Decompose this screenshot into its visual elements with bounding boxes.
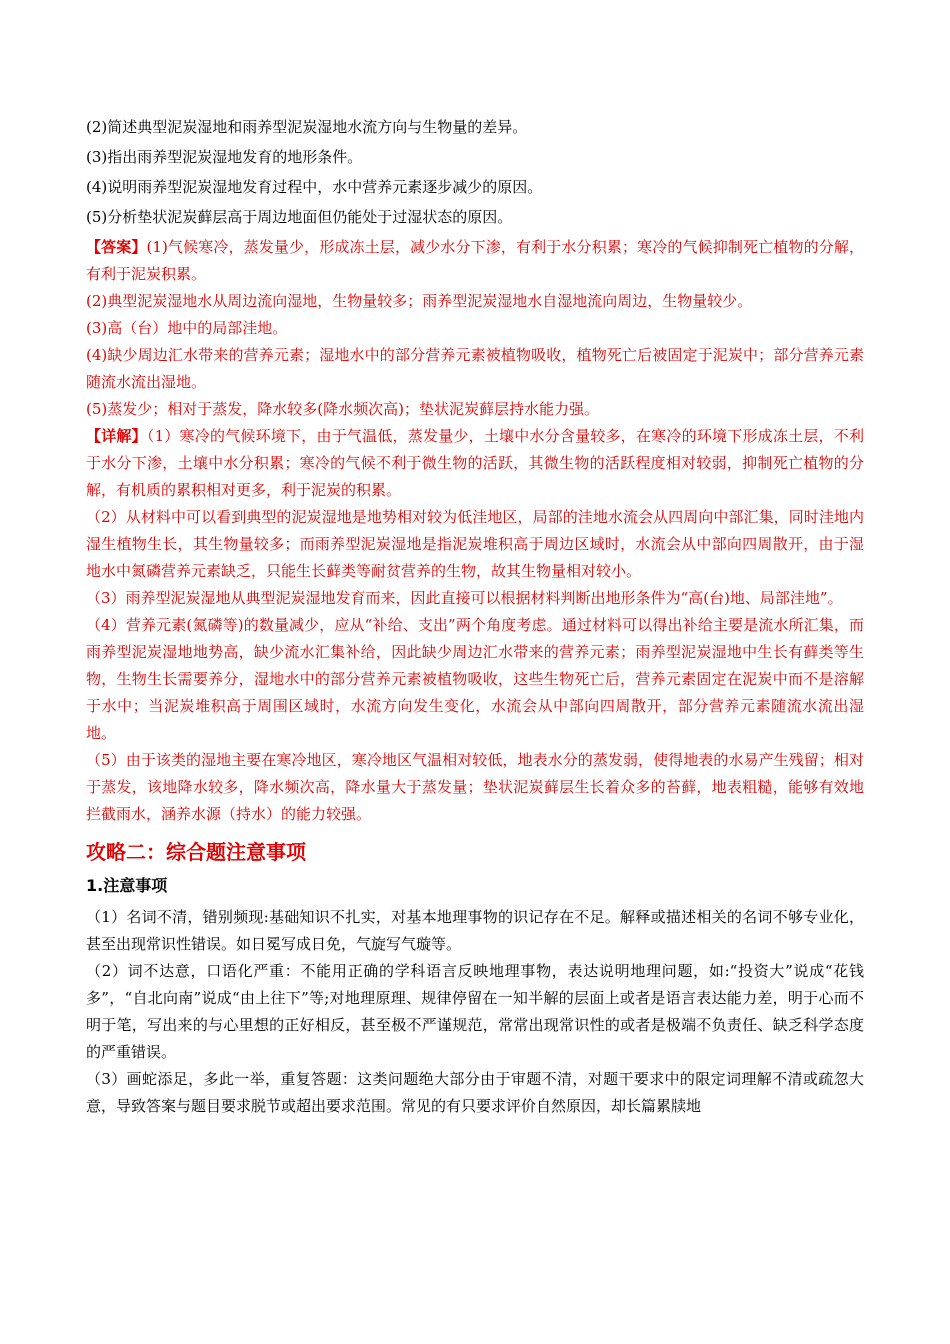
note-item-3: （3）画蛇添足，多此一举，重复答题：这类问题绝大部分由于审题不清，对题干要求中的限定词理解不清或疏忽大意，导致答案与题目要求脱节或超出要求范围。常见的有只要求评价自然原因，却长篇累牍地 xyxy=(86,1070,864,1115)
detail-item-2: （2）从材料中可以看到典型的泥炭湿地是地势相对较为低洼地区，局部的洼地水流会从四周向中部汇集，同时洼地内湿生植物生长，其生物量较多；而雨养型泥炭湿地是指泥炭堆积高于周边区域时，水流会从中部向四周散开，由于湿地水中氮磷营养元素缺乏，只能生长藓类等耐贫营养的生物，故其生物量相对较小。 xyxy=(86,508,864,580)
detail-label: 【详解】 xyxy=(86,427,147,445)
answer-label: 【答案】 xyxy=(86,238,147,256)
detail-item-5: （5）由于该类的湿地主要在寒冷地区，寒冷地区气温相对较低，地表水分的蒸发弱，使得地表的水易产生残留；相对于蒸发，该地降水较多，降水频次高，降水量大于蒸发量；垫状泥炭藓层生长着众多的苔藓，地表粗糙，能够有效地拦截雨水，涵养水源（持水）的能力较强。 xyxy=(86,751,864,823)
answer-item-2: (2)典型泥炭湿地水从周边流向湿地，生物量较多；雨养型泥炭湿地水自湿地流向周边，生物量较少。 xyxy=(86,292,753,310)
section-subheading: 1.注意事项 xyxy=(86,876,168,895)
document-page xyxy=(86,114,864,1120)
answer-item-5: (5)蒸发少；相对于蒸发，降水较多(降水频次高)；垫状泥炭藓层持水能力强。 xyxy=(86,400,599,418)
detail-item-4: （4）营养元素(氮磷等)的数量减少，应从“补给、支出”两个角度考虑。通过材料可以得出补给主要是流水所汇集，而雨养型泥炭湿地地势高，缺少流水汇集补给，因此缺少周边汇水带来的营养元素；雨养型泥炭湿地中生长有藓类等生物，生物生长需要养分，湿地水中的部分营养元素被植物吸收，这些生物死亡后，营养元素固定在泥炭中而不是溶解于水中；当泥炭堆积高于周围区域时，水流方向发生变化，水流会从中部向四周散开，部分营养元素随流水流出湿地。 xyxy=(86,616,864,742)
answer-item-4: (4)缺少周边汇水带来的营养元素；湿地水中的部分营养元素被植物吸收，植物死亡后被固定于泥炭中；部分营养元素随流水流出湿地。 xyxy=(86,346,864,391)
question-4: (4)说明雨养型泥炭湿地发育过程中，水中营养元素逐步减少的原因。 xyxy=(86,178,543,196)
note-item-1: （1）名词不清，错别频现:基础知识不扎实，对基本地理事物的识记存在不足。解释或描述相关的名词不够专业化，甚至出现常识性错误。如日冕写成日免，气旋写气璇等。 xyxy=(86,908,864,953)
detail-text-1: （1）寒冷的气候环境下，由于气温低，蒸发量少，土壤中水分含量较多，在寒冷的环境下形成冻土层，不利于水分下渗，土壤中水分积累；寒冷的气候不利于微生物的活跃，其微生物的活跃程度相对较弱，抑制死亡植物的分解，有机质的累积相对更多，利于泥炭的积累。 xyxy=(86,427,864,499)
answer-item-1 xyxy=(86,234,864,288)
detail-item-3: （3）雨养型泥炭湿地从典型泥炭湿地发育而来，因此直接可以根据材料判断出地形条件为“高(台)地、局部洼地”。 xyxy=(86,589,843,607)
detail-item-1 xyxy=(86,423,864,504)
question-2: (2)简述典型泥炭湿地和雨养型泥炭湿地水流方向与生物量的差异。 xyxy=(86,118,528,136)
answer-item-3: (3)高（台）地中的局部洼地。 xyxy=(86,319,288,337)
note-item-2: （2）词不达意，口语化严重：不能用正确的学科语言反映地理事物，表达说明地理问题，如:“投资大”说成“花钱多”，“自北向南”说成“由上往下”等;对地理原理、规律停留在一知半解的层面上或者是语言表达能力差，明于心而不明于笔，写出来的与心里想的正好相反，甚至极不严谨规范，常常出现常识性的或者是极端不负责任、缺乏科学态度的严重错误。 xyxy=(86,962,864,1061)
question-3: (3)指出雨养型泥炭湿地发育的地形条件。 xyxy=(86,148,363,166)
question-5: (5)分析垫状泥炭藓层高于周边地面但仍能处于过湿状态的原因。 xyxy=(86,208,513,226)
section-heading: 攻略二：综合题注意事项 xyxy=(86,840,306,864)
answer-text-1: (1)气候寒冷，蒸发量少，形成冻土层，减少水分下渗，有利于水分积累；寒冷的气候抑制死亡植物的分解，有利于泥炭积累。 xyxy=(86,238,864,283)
